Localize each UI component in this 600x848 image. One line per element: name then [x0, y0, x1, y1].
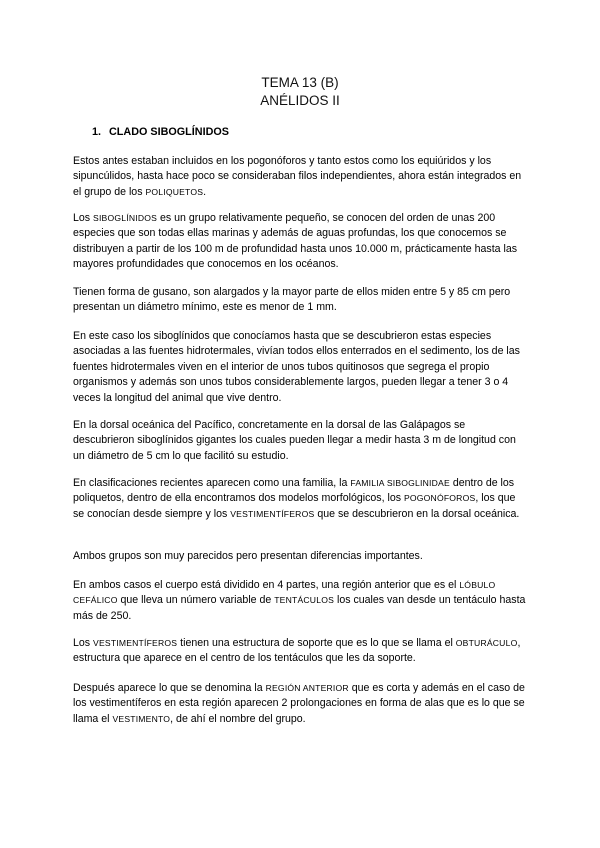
paragraph-6-a: En clasificaciones recientes aparecen como una familia, la — [73, 477, 351, 489]
paragraph-9 — [73, 636, 529, 667]
paragraph-1-end: . — [203, 185, 207, 198]
term-siboglinidos: SIBOGLÍNIDOS — [93, 213, 158, 223]
document-title: TEMA 13 (B) — [261, 75, 339, 90]
paragraph-1 — [73, 154, 529, 200]
paragraph-5-text: En la dorsal oceánica del Pacífico, concretamente en la dorsal de las Galápagos se descubrieron siboglínidos gigantes los cuales pueden llegar a medir hasta 3 m de longitud con un diámetro de 5 cm lo que facilitó su estudio. — [73, 419, 516, 462]
paragraph-3 — [73, 285, 529, 316]
paragraph-10-a: Después aparece lo que se denomina la — [73, 682, 266, 694]
paragraph-6-b: dentro de los poliquetos, dentro de ella encontramos dos modelos morfológicos, los — [73, 477, 515, 505]
paragraph-9-b: tienen una estructura de soporte que es lo que se llama el — [177, 637, 456, 649]
paragraph-8-a: En ambos casos el cuerpo está dividido en 4 partes, una región anterior que es el — [73, 579, 460, 591]
paragraph-9-a: Los — [73, 637, 94, 649]
paragraph-8-b: que lleva un número variable de — [117, 594, 275, 607]
paragraph-8 — [73, 578, 529, 624]
paragraph-6 — [73, 476, 529, 522]
term-obturaculo: OBTURÁCULO — [455, 638, 518, 648]
paragraph-8-c: los cuales van desde un tentáculo hasta más de 250. — [73, 594, 526, 622]
paragraph-10-c: , de ahí el nombre del grupo. — [170, 712, 306, 725]
paragraph-6-c: , los que se conocían desde siempre y los — [73, 492, 516, 520]
paragraph-2 — [73, 211, 529, 273]
term-tentaculos: TENTÁCULOS — [274, 595, 335, 606]
section-heading-text: CLADO SIBOGLÍNIDOS — [109, 126, 229, 138]
paragraph-9-c: , estructura que aparece en el centro de los tentáculos que les da soporte. — [73, 637, 521, 665]
paragraph-2-text: es un grupo relativamente pequeño, se conocen del orden de unas 200 especies que son todas ellas marinas y además de aguas profundas, los que conocemos se distribuyen a partir de los 100 m de profundidad hasta unos 10.000 m, prácticamente hasta las mayores profundidades que conocemos en los océanos. — [73, 212, 518, 271]
paragraph-2-start: Los — [73, 212, 94, 224]
document-subtitle: ANÉLIDOS II — [260, 93, 340, 108]
term-vestimentiferos: VESTIMENTÍFEROS — [230, 508, 315, 519]
term-vestimento: VESTIMENTO — [112, 713, 171, 724]
paragraph-7 — [73, 549, 529, 564]
paragraph-4-text: En este caso los siboglínidos que conocíamos hasta que se descubrieron estas especies asociadas a las fuentes hidrotermales, vivían todos ellos enterrados en el sedimento, los de las fuentes hidrotermales viven en el interior de unos tubos quitinosos que segrega el propio organismos y además son unos tubos considerablemente largos, pueden llegar a tener 3 o 4 veces la longitud del animal que vive dentro. — [73, 330, 520, 404]
section-heading — [92, 125, 229, 139]
term-familia-siboglinidae: FAMILIA SIBOGLINIDAE — [350, 478, 450, 488]
term-pogonoforos: POGONÓFOROS — [403, 493, 476, 504]
paragraph-6-d: que se descubrieron en la dorsal oceánica. — [314, 507, 520, 520]
paragraph-3-text: Tienen forma de gusano, son alargados y la mayor parte de ellos miden entre 5 y 85 cm pero presentan un diámetro mínimo, este es menor de 1 mm. — [73, 286, 511, 314]
paragraph-1-text: Estos antes estaban incluidos en los pogonóforos y tanto estos como los equiúridos y los sipuncúlidos, hasta hace poco se consideraban filos independientes, ahora están integrados en el grupo de los — [73, 155, 522, 198]
term-poliquetos: POLIQUETOS — [145, 186, 204, 197]
paragraph-10 — [73, 681, 529, 727]
term-lobulo-cefalico: LÓBULO CEFÁLICO — [73, 580, 496, 606]
paragraph-5 — [73, 418, 529, 464]
paragraph-10-b: que es corta y además en el caso de los vestimentíferos en esta región aparecen 2 prolongaciones en forma de alas que es lo que se llama el — [73, 682, 525, 725]
paragraph-7-text: Ambos grupos son muy parecidos pero presentan diferencias importantes. — [73, 550, 423, 562]
section-number: 1. — [92, 126, 102, 138]
term-vestimentiferos-2: VESTIMENTÍFEROS — [93, 638, 178, 648]
paragraph-4 — [73, 329, 529, 406]
term-region-anterior: REGIÓN ANTERIOR — [265, 683, 349, 693]
